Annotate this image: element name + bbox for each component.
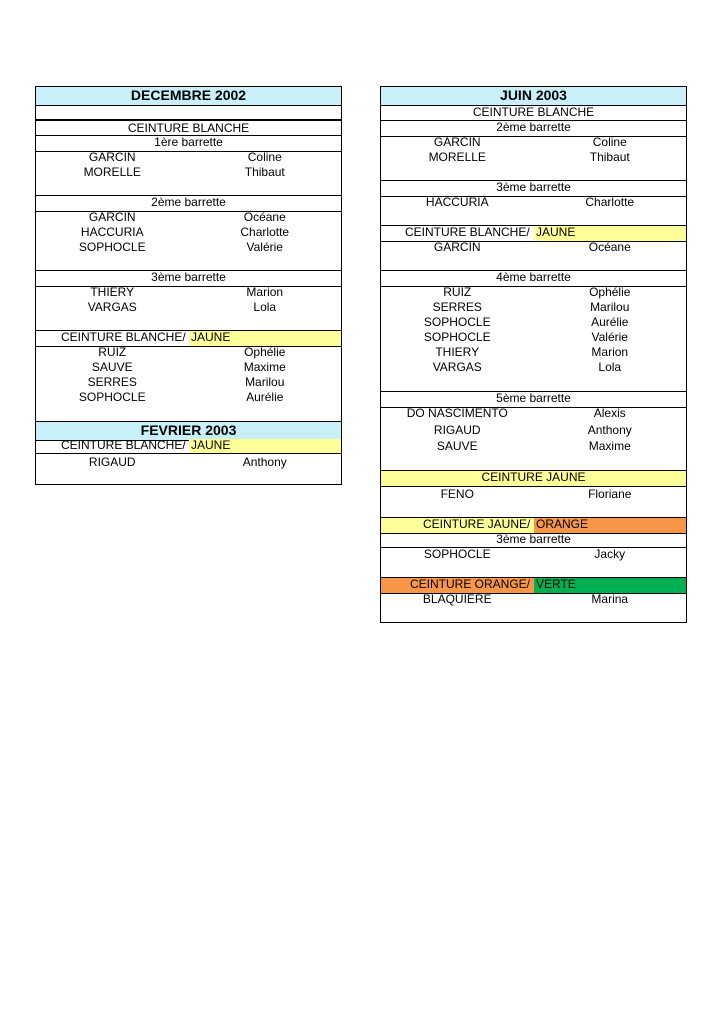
table-row: GARCIN Coline <box>433 135 627 149</box>
table-row: HACCURIA Charlotte <box>425 195 635 209</box>
table-row: THIERY Marion <box>90 285 284 299</box>
table-row: THIERY Marion <box>435 345 629 359</box>
table-row: SAUVE Maxime <box>436 439 631 453</box>
third-stripe-header: 3ème barrette <box>36 270 341 287</box>
table-row: SOPHOCLE Valérie <box>423 330 628 344</box>
table-row: SERRES Marilou <box>432 300 630 314</box>
table-row: GARCIN Océane <box>433 240 631 254</box>
table-row: SOPHOCLE Jacky <box>423 547 626 561</box>
left-schedule-panel <box>35 86 342 485</box>
table-row: SOPHOCLE Aurélie <box>78 390 284 404</box>
table-row: RUIZ Ophélie <box>443 285 631 299</box>
white-yellow-belt-header: CEINTURE BLANCHE/ JAUNE <box>36 330 341 347</box>
second-stripe-header: 2ème barrette <box>381 120 686 137</box>
third-stripe-header: 3ème barrette <box>381 180 686 197</box>
white-belt-header: CEINTURE BLANCHE <box>36 120 341 136</box>
june-2003-title: JUIN 2003 <box>381 87 686 106</box>
table-row: GARCIN Coline <box>88 150 282 164</box>
right-schedule-panel <box>380 86 687 623</box>
fourth-stripe-header: 4ème barrette <box>381 270 686 287</box>
third-stripe-header: 3ème barrette <box>381 533 686 548</box>
table-row: MORELLE Thibaut <box>428 150 630 164</box>
table-row: BLAQUIERE Marina <box>422 592 629 606</box>
yellow-orange-belt-header: CEINTURE JAUNE/ ORANGE <box>381 517 686 534</box>
orange-green-belt-header: CEINTURE ORANGE/ VERTE <box>381 577 686 594</box>
yellow-belt-header: CEINTURE JAUNE <box>381 470 686 487</box>
table-row: VARGAS Lola <box>432 360 622 374</box>
white-belt-header: CEINTURE BLANCHE <box>472 105 595 119</box>
december-2002-title: DECEMBRE 2002 <box>36 87 341 106</box>
white-yellow-belt-header: CEINTURE BLANCHE/ JAUNE <box>36 439 341 454</box>
second-stripe-header: 2ème barrette <box>36 195 341 212</box>
table-row: RIGAUD Anthony <box>433 423 632 437</box>
table-row: MORELLE Thibaut <box>83 165 285 179</box>
table-row: SERRES Marilou <box>87 375 285 389</box>
white-yellow-belt-header: CEINTURE BLANCHE/ JAUNE <box>381 225 686 242</box>
february-2003-title: FEVRIER 2003 <box>36 421 341 441</box>
table-row: RUIZ Ophélie <box>98 345 286 359</box>
table-row: SOPHOCLE Valérie <box>78 240 283 254</box>
table-row: DO NASCIMENTO Alexis <box>406 406 626 420</box>
table-row: SAUVE Maxime <box>91 360 286 374</box>
table-row: VARGAS Lola <box>87 300 277 314</box>
table-row: SOPHOCLE Aurélie <box>423 315 629 329</box>
table-row: RIGAUD Anthony <box>88 455 287 469</box>
table-row: HACCURIA Charlotte <box>80 225 290 239</box>
first-stripe-header: 1ère barrette <box>36 135 341 152</box>
table-row: FENO Floriane <box>440 487 632 501</box>
table-row: GARCIN Océane <box>88 210 286 224</box>
fifth-stripe-header: 5ème barrette <box>381 391 686 408</box>
